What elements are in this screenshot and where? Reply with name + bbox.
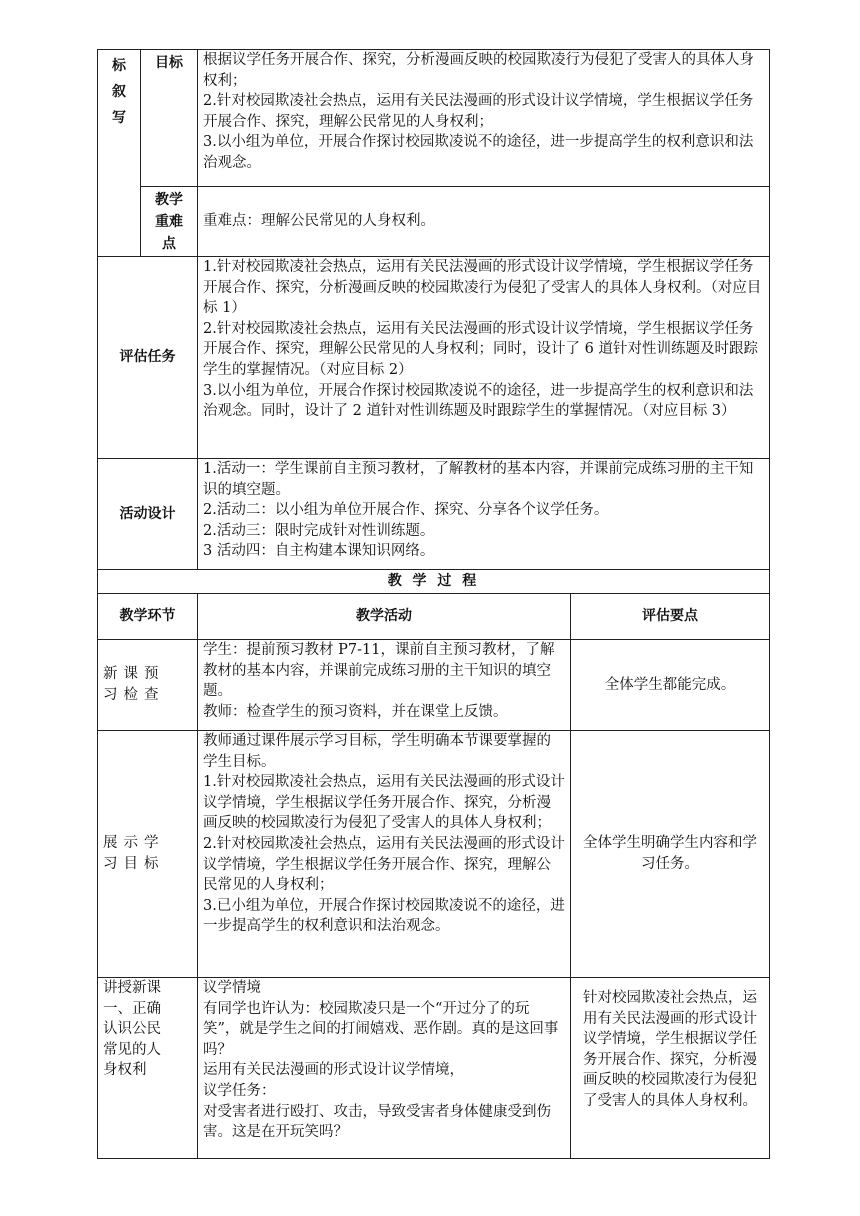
goal-label-cell: 目标 <box>141 50 198 187</box>
assessment-content-cell <box>198 257 770 459</box>
assessment-line: 1.针对校园欺凌社会热点，运用有关民法漫画的形式设计议学情境，学生根据议学任务开展合作、探究，分析漫画反映的校园欺凌行为侵犯了受害人的具体人身权利。（对应目标 1） <box>203 259 762 317</box>
goal-line: 根据议学任务开展合作、探究，分析漫画反映的校园欺凌行为侵犯了受害人的具体人身权利； <box>203 52 754 89</box>
activity-cell <box>198 978 571 1159</box>
activity-text: 2.针对校园欺凌社会热点，运用有关民法漫画的形式设计议学情境，学生根据议学任务开展合作、探究，理解公民常见的人身权利； <box>203 835 565 894</box>
assessment-line: 2.针对校园欺凌社会热点，运用有关民法漫画的形式设计议学情境，学生根据议学任务开展合作、探究，理解公民常见的人身权利；同时，设计了 6 道针对性训练题及时跟踪学生的掌握情况。（对应目标 2） <box>203 320 758 378</box>
stage-cell <box>98 978 198 1159</box>
assessment-point-cell: 全体学生都能完成。 <box>571 640 770 731</box>
activity-text: 议学任务： <box>203 1082 276 1099</box>
activity-line: 2.活动二：以小组为单位开展合作、探究、分享各个议学任务。 <box>203 502 609 519</box>
assessment-label: 评估任务 <box>98 257 198 459</box>
activity-text: 议学情境 <box>203 980 261 996</box>
assessment-header: 评估要点 <box>571 594 770 640</box>
stage-header: 教学环节 <box>98 594 198 640</box>
key-label-line: 教学 <box>155 191 183 208</box>
activity-text: 教师：检查学生的预习资料，并在课堂上反馈。 <box>203 703 508 720</box>
key-points-text: 重难点：理解公民常见的人身权利。 <box>198 187 770 257</box>
goal-line: 2.针对校园欺凌社会热点，运用有关民法漫画的形式设计议学情境，学生根据议学任务开展合作、探究，理解公民常见的人身权利； <box>203 93 754 130</box>
objective-label-char: 写 <box>112 110 126 126</box>
activity-line: 2.活动三：限时完成针对性训练题。 <box>203 522 435 539</box>
assessment-point-cell: 全体学生明确学生内容和学习任务。 <box>571 731 770 978</box>
activity-line: 1.活动一：学生课前自主预习教材，了解教材的基本内容，并课前完成练习册的主干知识的填空题。 <box>203 461 754 498</box>
objective-label-char: 叙 <box>112 84 126 100</box>
activity-design-content-cell <box>198 459 770 570</box>
activity-text: 运用有关民法漫画的形式设计议学情境， <box>203 1062 464 1079</box>
activity-text: 教师通过课件展示学习目标，学生明确本节课要掌握的学生目标。 <box>203 733 551 770</box>
goal-line: 3.以小组为单位，开展合作探讨校园欺凌说不的途径，进一步提高学生的权利意识和法治观念。 <box>203 134 754 171</box>
process-title-row <box>98 570 770 594</box>
activity-text: 对受害者进行殴打、攻击，导致受害者身体健康受到伤害。这是在开玩笑吗？ <box>203 1103 551 1141</box>
assessment-point-cell: 针对校园欺凌社会热点，运用有关民法漫画的形式设计议学情境，学生根据议学任务开展合作、探究，分析漫画反映的校园欺凌行为侵犯了受害人的具体人身权利。 <box>571 978 770 1159</box>
activity-cell <box>198 731 571 978</box>
stage-cell <box>98 640 198 731</box>
activity-text: 1.针对校园欺凌社会热点，运用有关民法漫画的形式设计议学情境，学生根据议学任务开展合作、探究，分析漫画反映的校园欺凌行为侵犯了受害人的具体人身权利； <box>203 774 565 832</box>
key-points-row <box>98 187 770 257</box>
process-row-goals <box>98 731 770 978</box>
activity-text: 学生：提前预习教材 P7-11，课前自主预习教材，了解教材的基本内容，并课前完成练习册的主干知识的填空题。 <box>203 642 555 700</box>
activity-text: 有同学也许认为：校园欺凌只是一个“开过分了的玩笑”，就是学生之间的打闹嬉戏、恶作剧。真的是这回事吗？ <box>203 1000 559 1058</box>
process-title: 教 学 过 程 <box>98 570 770 594</box>
activity-text: 3.已小组为单位，开展合作探讨校园欺凌说不的途径，进一步提高学生的权利意识和法治观念。 <box>203 897 565 935</box>
activity-header: 教学活动 <box>198 594 571 640</box>
stage-text: 展示学习目标 <box>103 835 165 872</box>
key-label-line: 重难 <box>155 213 183 230</box>
process-row-new-lesson <box>98 978 770 1159</box>
key-label-line: 点 <box>162 235 176 252</box>
stage-cell <box>98 731 198 978</box>
objective-label-char: 标 <box>112 58 126 74</box>
goal-row <box>98 50 770 187</box>
stage-text: 讲授新课一、正确认识公民常见的人身权利 <box>103 980 161 1079</box>
key-points-label-cell <box>141 187 198 257</box>
activity-design-label: 活动设计 <box>98 459 198 570</box>
process-header-row <box>98 594 770 640</box>
objective-label-cell <box>98 50 141 257</box>
stage-text: 新课预习检查 <box>103 666 165 703</box>
activity-design-row <box>98 459 770 570</box>
activity-line: 3 活动四：自主构建本课知识网络。 <box>203 543 435 560</box>
goal-content-cell <box>198 50 770 187</box>
assessment-line: 3.以小组为单位，开展合作探讨校园欺凌说不的途径，进一步提高学生的权利意识和法治观念。同时，设计了 2 道针对性训练题及时跟踪学生的掌握情况。（对应目标 3） <box>203 382 754 420</box>
lesson-plan-table <box>97 49 770 1159</box>
activity-cell <box>198 640 571 731</box>
process-row-preview <box>98 640 770 731</box>
assessment-row <box>98 257 770 459</box>
